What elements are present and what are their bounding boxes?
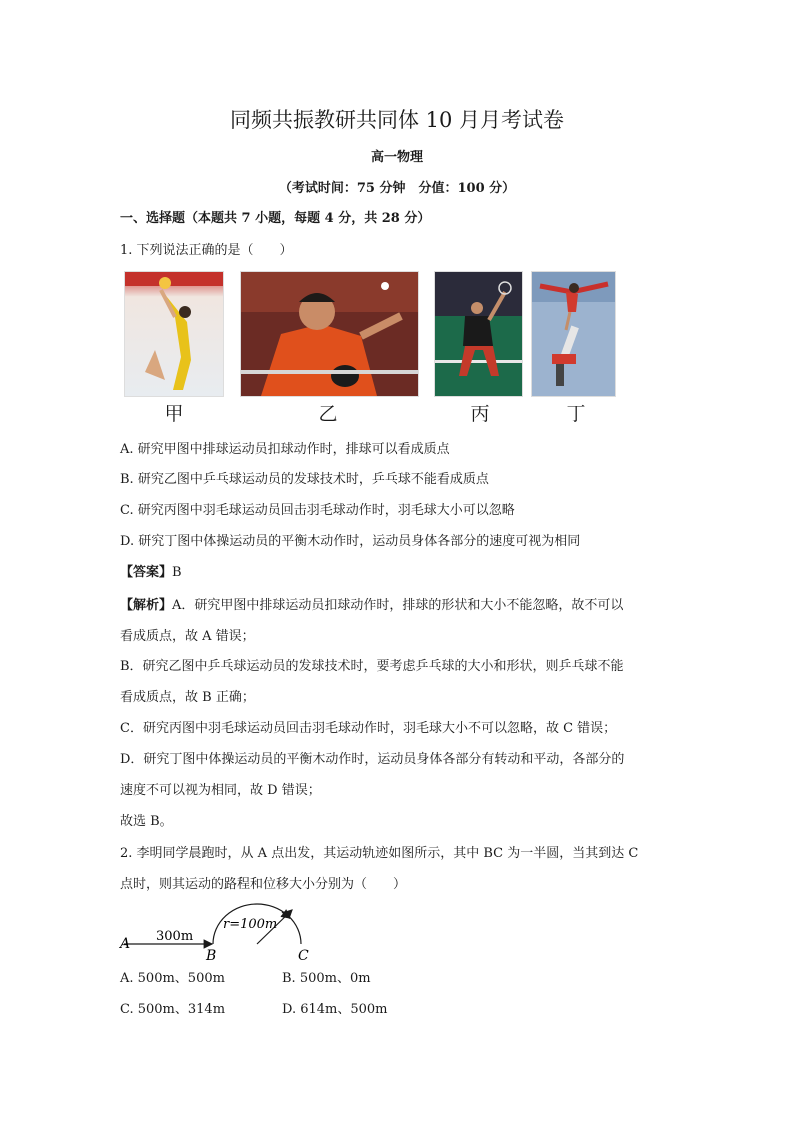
point-a-label: A — [120, 936, 131, 952]
q1-analysis-line-1 — [120, 594, 623, 613]
exam-title: 同频共振教研共同体 10 月月考试卷 — [229, 108, 565, 132]
subject-label: 高一物理 — [370, 150, 423, 165]
q2-option-c: C. 500m、314m — [120, 1002, 226, 1017]
q2-stem-line-1: 2. 李明同学晨跑时，从 A 点出发，其运动轨迹如图所示，其中 BC 为一半圆，当其到达 C — [120, 846, 639, 861]
q1-option-c: C. 研究丙图中羽毛球运动员回击羽毛球动作时，羽毛球大小可以忽略 — [120, 503, 515, 518]
photo-badminton — [434, 271, 523, 397]
q1-analysis-line-8: 故选 B。 — [120, 814, 173, 829]
photo-balance-beam — [531, 271, 616, 397]
photo-table-tennis — [240, 271, 419, 397]
q2-stem-line-2: 点时，则其运动的路程和位移大小分别为（ ） — [120, 877, 407, 892]
point-b-label: B — [206, 948, 217, 964]
question-1-stem: 1. 下列说法正确的是（ ） — [120, 243, 293, 258]
radius-label: r=100m — [223, 917, 278, 932]
segment-length-label: 300m — [156, 929, 194, 944]
section-heading: 一、选择题（本题共 7 小题，每题 4 分，共 28 分） — [120, 211, 431, 226]
analysis-text: A．研究甲图中排球运动员扣球动作时，排球的形状和大小不能忽略，故不可以 — [172, 598, 624, 613]
q1-analysis-line-7: 速度不可以视为相同，故 D 错误； — [120, 783, 321, 798]
point-c-label: C — [298, 948, 309, 964]
caption-ding: 丁 — [566, 403, 586, 425]
q1-answer — [120, 561, 182, 580]
exam-info: （考试时间：75 分钟 分值：100 分） — [278, 181, 516, 196]
caption-bing: 丙 — [470, 403, 490, 425]
q1-analysis-line-5: C．研究丙图中羽毛球运动员回击羽毛球动作时，羽毛球大小不可以忽略，故 C 错误； — [120, 721, 617, 736]
q1-analysis-line-4: 看成质点，故 B 正确； — [120, 690, 255, 705]
q1-analysis-line-3: B．研究乙图中乒乓球运动员的发球技术时，要考虑乒乓球的大小和形状，则乒乓球不能 — [120, 659, 624, 674]
analysis-label: 【解析】 — [120, 598, 173, 613]
q1-option-b: B. 研究乙图中乒乓球运动员的发球技术时，乒乓球不能看成质点 — [120, 472, 489, 487]
q2-option-b: B. 500m、0m — [282, 971, 371, 986]
photo-volleyball — [124, 271, 224, 397]
caption-yi: 乙 — [318, 403, 338, 425]
q1-option-a: A. 研究甲图中排球运动员扣球动作时，排球可以看成质点 — [120, 442, 450, 457]
answer-value: B — [172, 565, 182, 580]
trajectory-figure — [116, 898, 326, 966]
caption-jia: 甲 — [164, 403, 184, 425]
q2-option-d: D. 614m、500m — [282, 1002, 388, 1017]
q1-analysis-line-2: 看成质点，故 A 错误； — [120, 629, 255, 644]
answer-label: 【答案】 — [120, 565, 173, 580]
q1-analysis-line-6: D．研究丁图中体操运动员的平衡木动作时，运动员身体各部分有转动和平动，各部分的 — [120, 752, 625, 767]
q1-option-d: D. 研究丁图中体操运动员的平衡木动作时，运动员身体各部分的速度可视为相同 — [120, 534, 581, 549]
q2-option-a: A. 500m、500m — [120, 971, 225, 986]
